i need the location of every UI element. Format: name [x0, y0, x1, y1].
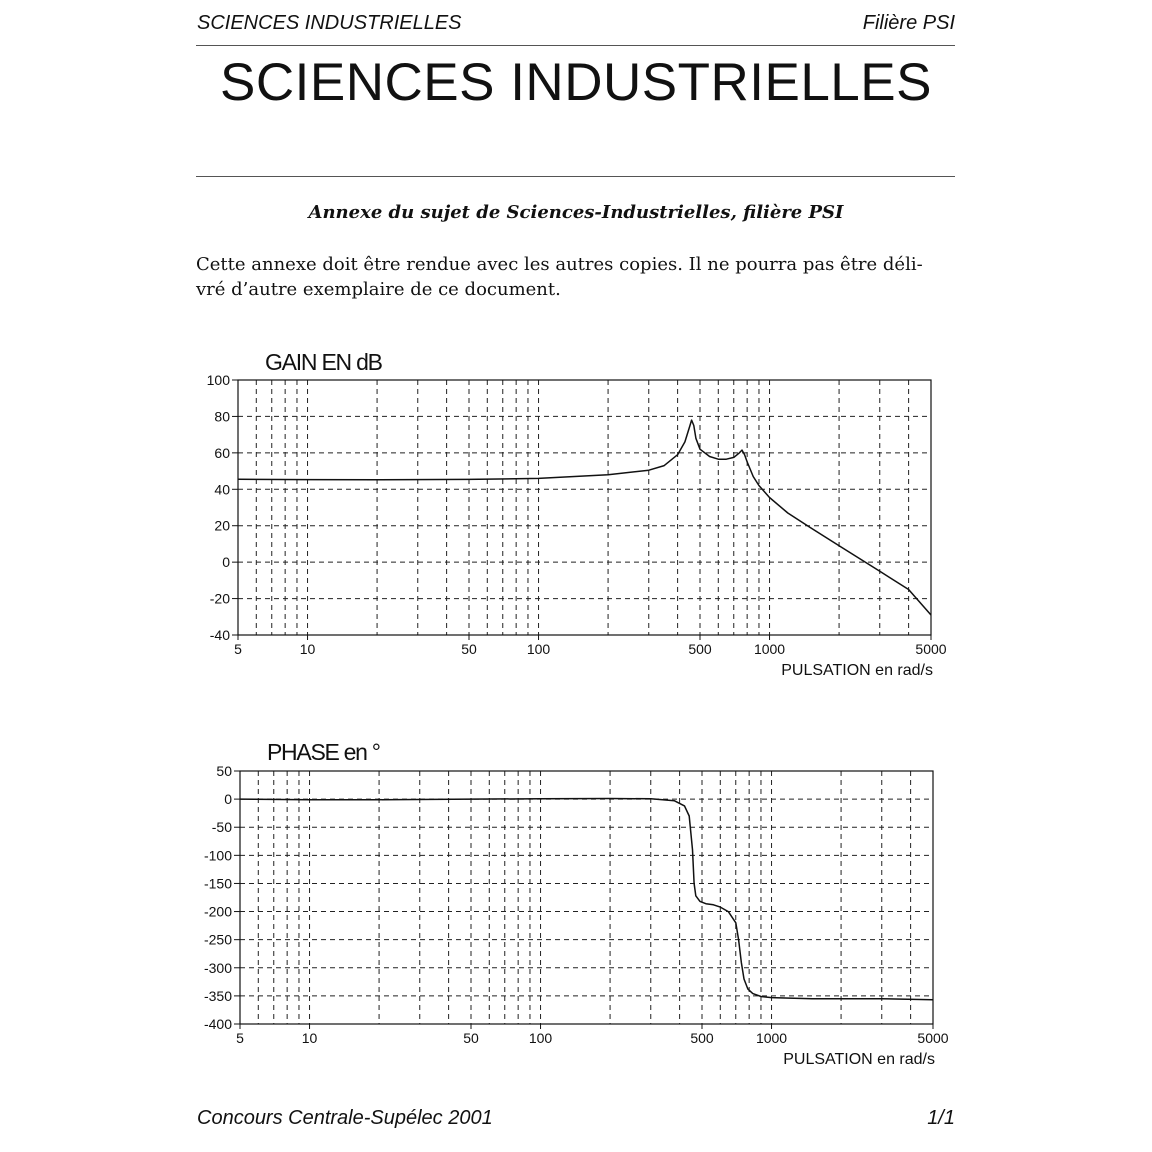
x-tick-label: 5000: [917, 1030, 949, 1046]
y-tick-label: 0: [224, 791, 232, 808]
y-tick-label: 80: [214, 408, 230, 425]
y-tick-label: -150: [203, 875, 232, 892]
y-tick-label: 60: [214, 444, 230, 461]
y-tick-label: -40: [209, 627, 230, 643]
instructions-paragraph: [196, 252, 956, 302]
title-rule: [196, 176, 955, 177]
x-tick-label: 5: [234, 641, 242, 657]
y-tick-label: -300: [203, 959, 232, 976]
x-tick-label: 100: [528, 1030, 553, 1046]
y-tick-label: 40: [214, 481, 230, 498]
y-tick-label: -20: [209, 590, 230, 607]
y-tick-label: 20: [214, 517, 230, 534]
running-header-left: SCIENCES INDUSTRIELLES: [197, 12, 462, 34]
x-tick-label: 500: [690, 1030, 714, 1046]
plot-frame: [238, 380, 931, 635]
phase-chart: [190, 732, 960, 1072]
x-tick-label: 50: [463, 1030, 479, 1046]
chart-title: GAIN EN dB: [265, 349, 383, 375]
x-tick-label: 1000: [755, 1030, 788, 1046]
paragraph-line-1: Cette annexe doit être rendue avec les autres copies. Il ne pourra pas être déli-: [196, 254, 923, 275]
y-tick-label: 50: [216, 763, 232, 779]
x-tick-label: 10: [301, 1030, 318, 1046]
x-tick-label: 500: [688, 641, 712, 657]
footer-left: Concours Centrale-Supélec 2001: [197, 1107, 493, 1129]
y-tick-label: -100: [203, 847, 232, 864]
header-rule: [196, 45, 955, 46]
series-line-phase: [240, 799, 933, 1000]
running-header-right: Filière PSI: [862, 12, 955, 34]
y-tick-label: -350: [203, 987, 232, 1004]
chart-title: PHASE en °: [267, 739, 381, 765]
x-axis-label: PULSATION en rad/s: [781, 662, 933, 679]
x-tick-label: 100: [526, 641, 551, 657]
footer-right: 1/1: [927, 1107, 955, 1129]
x-tick-label: 50: [461, 641, 477, 657]
y-tick-label: -400: [203, 1016, 232, 1032]
plot-frame: [240, 771, 933, 1024]
y-tick-label: -200: [203, 903, 232, 920]
gain-chart: [190, 340, 960, 680]
page-title: SCIENCES INDUSTRIELLES: [220, 53, 932, 112]
x-tick-label: 5000: [915, 641, 947, 657]
x-axis-label: PULSATION en rad/s: [783, 1051, 935, 1068]
x-tick-label: 5: [236, 1030, 244, 1046]
x-tick-label: 10: [299, 641, 316, 657]
y-tick-label: 100: [206, 372, 230, 388]
series-line-gain: [238, 420, 931, 615]
paragraph-line-2: vré d’autre exemplaire de ce document.: [196, 279, 561, 300]
annexe-title: Annexe du sujet de Sciences-Industrielles, filière PSI: [308, 202, 844, 223]
x-tick-label: 1000: [753, 641, 786, 657]
y-tick-label: -50: [211, 819, 232, 836]
y-tick-label: -250: [203, 931, 232, 948]
y-tick-label: 0: [222, 554, 230, 571]
